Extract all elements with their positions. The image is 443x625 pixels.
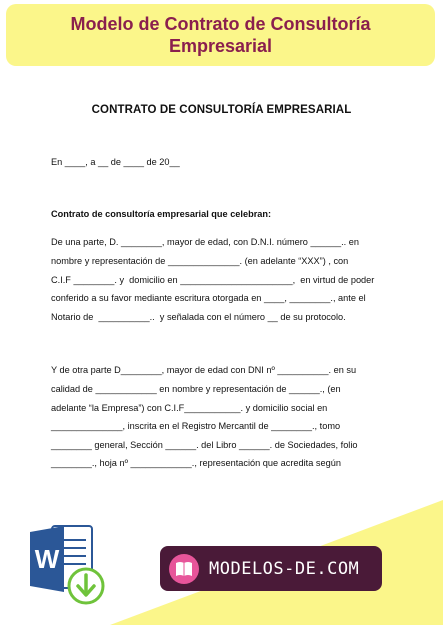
header-banner xyxy=(6,4,435,66)
party1-line: Notario de __________.. y señalada con el número __ de su protocolo. xyxy=(51,312,346,322)
party1-line: conferido a su favor mediante escritura otorgada en ____, ________., ante el xyxy=(51,293,366,303)
document-title: CONTRATO DE CONSULTORÍA EMPRESARIAL xyxy=(91,104,352,116)
word-letter: W xyxy=(34,544,60,574)
date-line: En ____, a __ de ____ de 20__ xyxy=(51,157,180,167)
brand-name: MODELOS-DE.COM xyxy=(209,558,360,579)
party2-line: ________ general, Sección ______. del Libro ______. de Sociedades, folio xyxy=(51,440,358,450)
party2-line: ________., hoja nº ____________., representación que acredita según xyxy=(51,458,341,468)
party1-line: nombre y representación de ______________. (en adelante “XXX”) , con xyxy=(51,256,349,266)
intro-heading: Contrato de consultoría empresarial que celebran: xyxy=(51,209,272,219)
party2-line: ______________, inscrita en el Registro Mercantil de ________., tomo xyxy=(51,421,341,431)
party2-line: adelante “la Empresa”) con C.I.F___________. y domicilio social en xyxy=(51,403,328,413)
brand-badge[interactable] xyxy=(160,546,382,591)
page-title: Modelo de Contrato de Consultoría Empresarial xyxy=(70,14,371,56)
party1-line: C.I.F ________. y domicilio en ______________________, en virtud de poder xyxy=(51,275,375,285)
book-icon xyxy=(169,554,199,584)
party2-line: Y de otra parte D________, mayor de edad con DNI nº __________. en su xyxy=(51,365,357,375)
party1-line: De una parte, D. ________, mayor de edad, con D.N.I. número ______.. en xyxy=(51,237,359,247)
party2-line: calidad de ____________ en nombre y representación de ______., (en xyxy=(51,384,341,394)
word-document-download-icon[interactable] xyxy=(26,520,112,612)
